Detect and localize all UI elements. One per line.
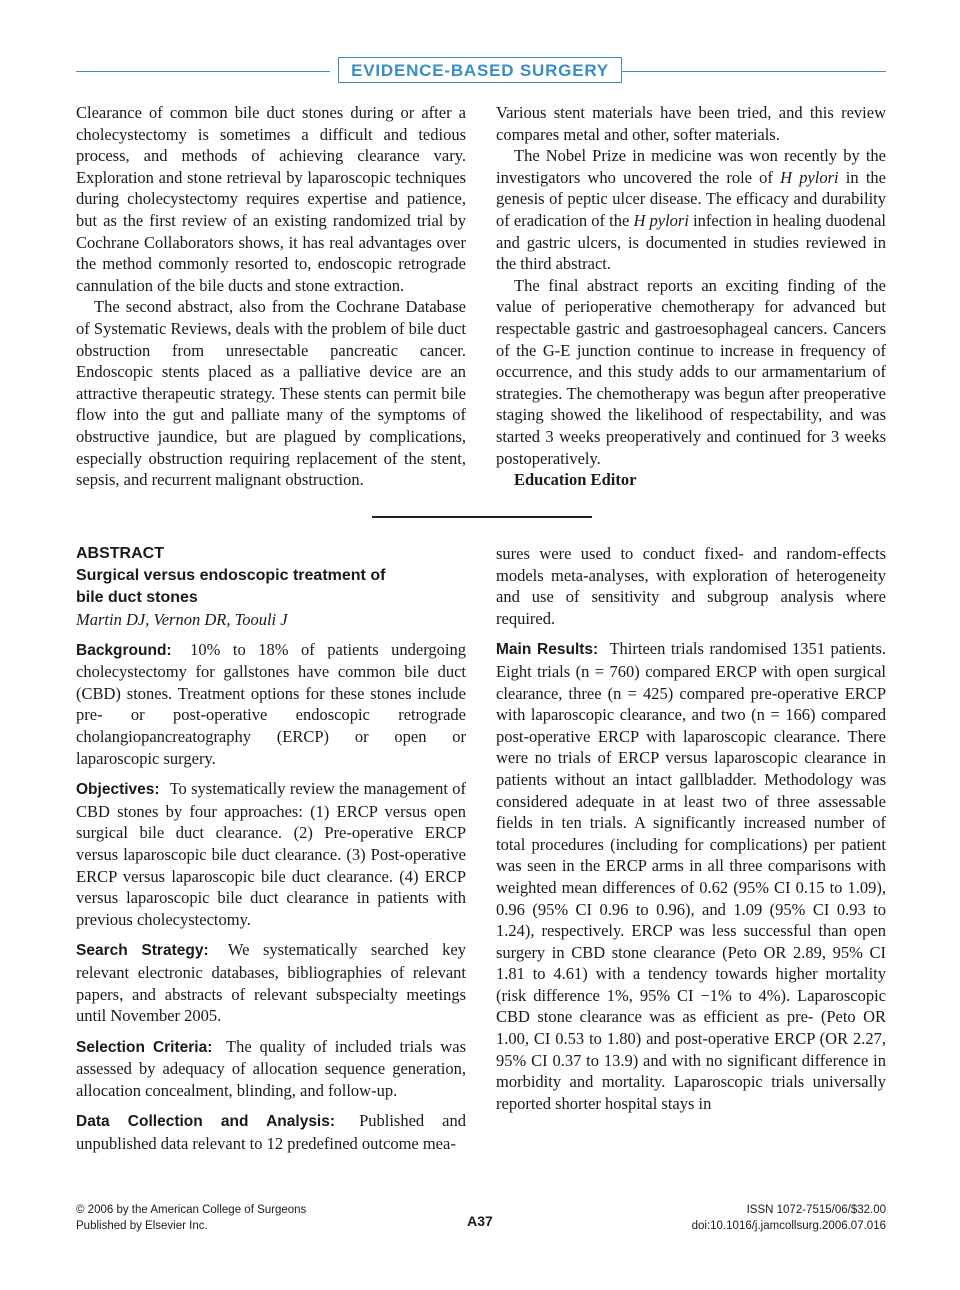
section-label: Data Collection and Analysis: xyxy=(76,1113,336,1131)
abstract-column-left xyxy=(76,543,466,1164)
abstract-column-right xyxy=(496,543,886,1123)
data-collection-section xyxy=(76,1110,466,1154)
section-label: Main Results: xyxy=(496,641,599,659)
section-banner xyxy=(76,57,886,83)
abstract-title: Surgical versus endoscopic treatment of bile duct stones xyxy=(76,567,386,606)
section-text: Thirteen trials randomised 1351 patients. Eight trials (n = 760) compared ERCP with open surgical clearance, three (n = 425) compared pre-operative ERCP with laparoscopic clearance, and two (n = 166) compared post-operative ERCP with laparoscopic clearance. There were no trials of ERCP versus laparoscopic clearance in patients without an intact gallbladder. Methodology was considered adequate in at least two of three assessable fields in ten trials. A significantly increased number of total procedures (including for complications) per patient was seen in the ERCP arms in all three comparisons with weighted mean differences of 0.62 (95% CI 0.15 to 1.09), 0.96 (95% CI 0.96 to 0.96), and 1.09 (95% CI 0.93 to 1.24), respectively. ERCP was less successful than open surgery in CBD stone clearance (Peto OR 2.89, 95% CI 1.81 to 4.61) with a tendency towards higher mortality (risk difference 1%, 95% CI −1% to 4%). Laparoscopic CBD stone clearance was as efficient as pre- (Peto OR 1.00, CI 0.53 to 1.80) and post-operative ERCP (OR 2.27, 95% CI 0.37 to 13.9) and with no significant difference in morbidity and mortality. Laparoscopic trials universally reported shorter hospital stays in xyxy=(496,639,887,1113)
italic-term: H pylori xyxy=(633,210,689,230)
section-text: To systematically review the management of CBD stones by four approaches: (1) ERCP versus open surgical bile duct clearance. (2) Pre-operative ERCP versus laparoscopic bile duct clearance. (3) Post-operative ERCP versus laparoscopic bile duct clearance. (4) ERCP versus laparoscopic bile duct clearance in patients with previous cholecystectomy. xyxy=(76,779,466,929)
main-results-section xyxy=(496,638,886,1114)
selection-criteria-section xyxy=(76,1036,466,1102)
intro-column-right xyxy=(496,102,886,491)
abstract-authors: Martin DJ, Vernon DR, Toouli J xyxy=(76,610,288,629)
intro-paragraph: The final abstract reports an exciting finding of the value of perioperative chemotherapy for advanced but respectable gastric and gastroesophageal cancers. Cancers of the G-E junction continue to increase in frequency of occurrence, and this study adds to our armamentarium of strategies. The chemotherapy was begun after preoperative staging showed the likelihood of respectability, and was started 3 weeks preoperatively and continued for 3 weeks postoperatively. xyxy=(496,275,886,468)
section-label: Selection Criteria: xyxy=(76,1038,213,1056)
text-run: in the genesis of peptic ulcer disease. The efficacy and durability of eradication of the xyxy=(496,167,886,230)
section-text: 10% to 18% of patients undergoing cholecystectomy for gallstones have common bile duct (CBD) stones. Treatment options for these stones include pre- or post-operative endoscopic retrograde cholangiopancreatography (ERCP) or open or laparoscopic surgery. xyxy=(76,639,466,768)
banner-rule-left xyxy=(76,71,330,72)
section-text: We systematically searched key relevant electronic databases, bibliographies of relevant papers, and abstracts of relevant subspecialty meetings until November 2005. xyxy=(76,940,466,1026)
section-label: Background: xyxy=(76,641,172,659)
abstract-heading: ABSTRACT xyxy=(76,545,164,562)
banner-title: EVIDENCE-BASED SURGERY xyxy=(338,57,622,83)
section-text: The quality of included trials was assessed by adequacy of allocation sequence generation, allocation concealment, blinding, and follow-up. xyxy=(76,1036,467,1100)
section-label: Search Strategy: xyxy=(76,942,209,960)
section-label: Objectives: xyxy=(76,781,160,799)
objectives-section xyxy=(76,778,466,930)
background-section xyxy=(76,639,466,770)
intro-paragraph: Clearance of common bile duct stones during or after a cholecystectomy is sometimes a difficult and tedious process, and methods of achieving clearance vary. Exploration and stone retrieval by laparoscopic techniques during cholecystectomy requires expertise and patience, but as the first review of an existing randomized trial by Cochrane Collaborators shows, it has real advantages over the method commonly resorted to, endoscopic retrograde cannulation of the bile ducts and stone extraction. xyxy=(76,103,466,295)
copyright-text: © 2006 by the American College of Surgeons xyxy=(76,1204,307,1216)
publisher-text: Published by Elsevier Inc. xyxy=(76,1219,208,1232)
banner-rule-right xyxy=(622,71,886,72)
intro-paragraph: The second abstract, also from the Cochrane Database of Systematic Reviews, deals with the problem of bile duct obstruction from unresectable pancreatic cancer. Endoscopic stents placed as a palliative device are an attractive therapeutic strategy. These stents can permit bile flow into the gut and palliate many of the symptoms of obstructive jaundice, but are plagued by complications, especially obstruction requiring replacement of the stent, sepsis, and recurrent malignant obstruction. xyxy=(76,297,466,490)
editor-signature: Education Editor xyxy=(514,470,637,490)
page-number: A37 xyxy=(467,1213,493,1229)
intro-paragraph: Various stent materials have been tried, and this review compares metal and other, softer materials. xyxy=(496,103,886,144)
intro-column-left xyxy=(76,102,466,491)
section-divider xyxy=(372,516,592,518)
doi-text: doi:10.1016/j.jamcollsurg.2006.07.016 xyxy=(691,1219,886,1232)
data-collection-continued: sures were used to conduct fixed- and random-effects models meta-analyses, with exploration of heterogeneity and use of sensitivity and subgroup analysis where required. xyxy=(496,544,886,628)
issn-text: ISSN 1072-7515/06/$32.00 xyxy=(746,1204,886,1216)
italic-term: H pylori xyxy=(780,167,839,187)
search-strategy-section xyxy=(76,939,466,1026)
text-run: The Nobel Prize in medicine was won recently by the investigators who uncovered the role of xyxy=(496,146,886,187)
section-text: Published and unpublished data relevant to 12 predefined outcome mea- xyxy=(76,1111,466,1154)
footer-right xyxy=(692,1203,886,1234)
intro-paragraph xyxy=(496,145,886,275)
text-run: infection in healing duodenal and gastric ulcers, is documented in studies reviewed in the third abstract. xyxy=(496,210,886,274)
